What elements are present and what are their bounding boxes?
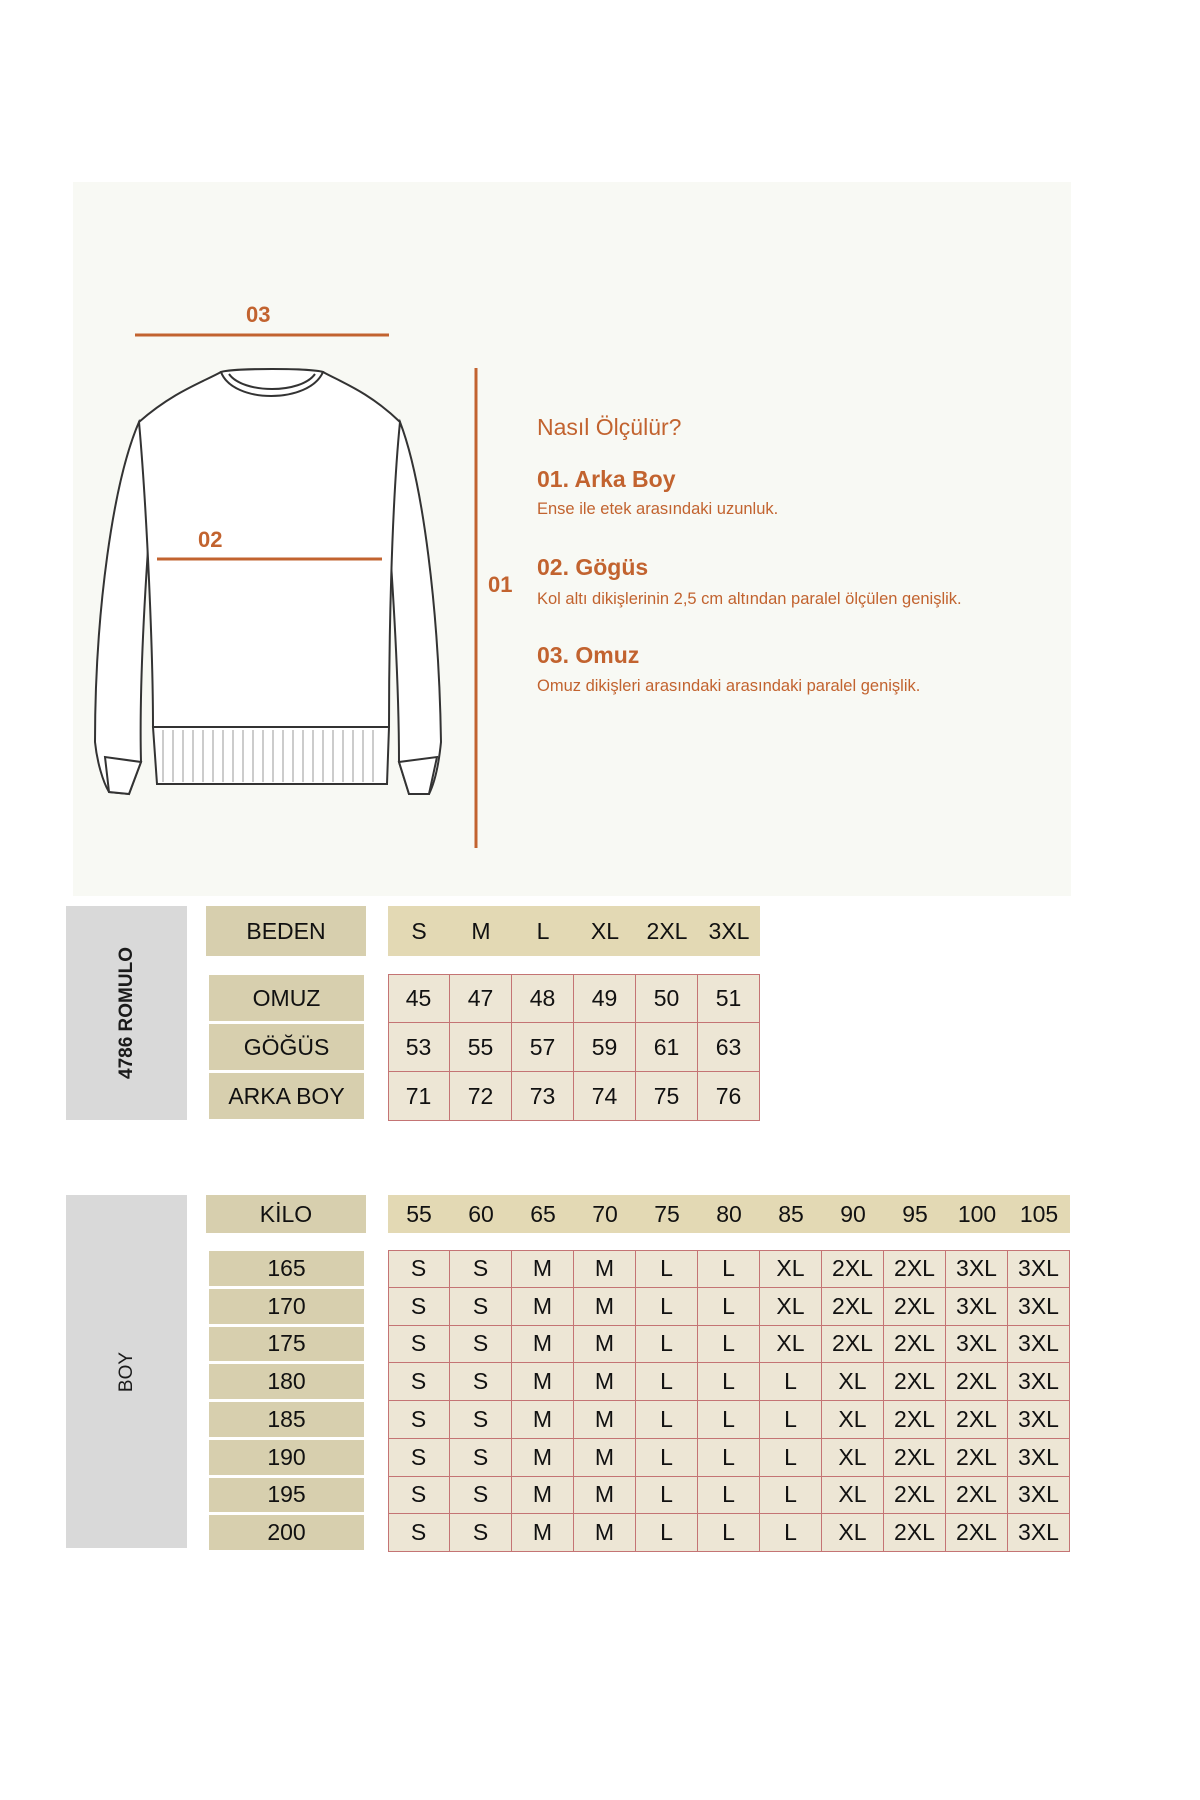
length-measure-label: 01 (488, 572, 513, 597)
size-header-cell: L (512, 906, 574, 956)
fit-cell: 2XL (884, 1439, 946, 1477)
fit-cell: 2XL (946, 1363, 1008, 1401)
fit-cell: 2XL (946, 1514, 1008, 1552)
height-side-box (66, 1195, 187, 1548)
size-cell: 76 (698, 1072, 760, 1121)
measure-desc-shoulder: Omuz dikişleri arasındaki arasındaki paralel genişlik. (537, 677, 921, 695)
size-cell: 57 (512, 1023, 574, 1072)
fit-cell: S (388, 1477, 450, 1515)
fit-cell: L (636, 1326, 698, 1364)
fit-cell: 3XL (1008, 1439, 1070, 1477)
size-cell: 61 (636, 1023, 698, 1072)
weight-header-cell: 80 (698, 1195, 760, 1233)
fit-cell: 2XL (884, 1250, 946, 1288)
weight-header-cell: 75 (636, 1195, 698, 1233)
size-cell: 48 (512, 974, 574, 1023)
shoulder-measure-label: 03 (246, 302, 271, 327)
fit-cell: S (450, 1250, 512, 1288)
weight-header-cell: 70 (574, 1195, 636, 1233)
fit-cell: S (450, 1477, 512, 1515)
size-header-cell: 3XL (698, 906, 760, 956)
size-cell: 75 (636, 1072, 698, 1121)
measurement-panel (73, 182, 1071, 896)
fit-cell: 3XL (1008, 1401, 1070, 1439)
fit-cell: XL (822, 1477, 884, 1515)
fit-cell: L (698, 1514, 760, 1552)
fit-cell: 2XL (946, 1401, 1008, 1439)
size-cell: 55 (450, 1023, 512, 1072)
fit-cell: S (388, 1363, 450, 1401)
fit-cell: 2XL (822, 1250, 884, 1288)
fit-cell: M (574, 1401, 636, 1439)
fit-cell: L (636, 1250, 698, 1288)
fit-cell: S (388, 1288, 450, 1326)
fit-cell: L (698, 1477, 760, 1515)
weight-header-cell: 65 (512, 1195, 574, 1233)
size-cell: 59 (574, 1023, 636, 1072)
fit-cell: L (636, 1514, 698, 1552)
fit-cell: S (450, 1363, 512, 1401)
size-cell: 47 (450, 974, 512, 1023)
fit-cell: S (388, 1439, 450, 1477)
fit-cell: 2XL (884, 1401, 946, 1439)
fit-cell: S (388, 1514, 450, 1552)
fit-cell: XL (822, 1363, 884, 1401)
fit-cell: XL (822, 1439, 884, 1477)
measure-desc-length: Ense ile etek arasındaki uzunluk. (537, 500, 779, 518)
size-header-cell: XL (574, 906, 636, 956)
fit-cell: L (698, 1250, 760, 1288)
fit-cell: M (574, 1363, 636, 1401)
fit-cell: M (574, 1439, 636, 1477)
height-side-label: BOY (115, 1351, 137, 1392)
product-code: 4786 ROMULO (115, 947, 137, 1079)
height-row-label: 195 (209, 1478, 364, 1513)
fit-cell: 2XL (884, 1363, 946, 1401)
fit-cell: 3XL (1008, 1326, 1070, 1364)
fit-cell: L (636, 1439, 698, 1477)
fit-cell: XL (822, 1514, 884, 1552)
weight-header-cell: 55 (388, 1195, 450, 1233)
fit-cell: M (512, 1401, 574, 1439)
height-row-label: 170 (209, 1289, 364, 1324)
size-header-cell: 2XL (636, 906, 698, 956)
fit-cell: 3XL (1008, 1288, 1070, 1326)
fit-cell: M (512, 1288, 574, 1326)
fit-cell: M (512, 1514, 574, 1552)
fit-cell: 2XL (884, 1477, 946, 1515)
fit-cell: 2XL (822, 1326, 884, 1364)
height-row-label: 180 (209, 1364, 364, 1399)
size-cell: 74 (574, 1072, 636, 1121)
fit-cell: M (574, 1477, 636, 1515)
size-cell: 53 (388, 1023, 450, 1072)
size-cell: 63 (698, 1023, 760, 1072)
height-row-label: 200 (209, 1515, 364, 1550)
size-cell: 51 (698, 974, 760, 1023)
measure-desc-chest: Kol altı dikişlerinin 2,5 cm altından paralel ölçülen genişlik. (537, 590, 962, 608)
size-row-label: GÖĞÜS (209, 1024, 364, 1070)
size-cell: 49 (574, 974, 636, 1023)
fit-cell: 3XL (1008, 1514, 1070, 1552)
fit-cell: L (636, 1363, 698, 1401)
fit-cell: 3XL (946, 1250, 1008, 1288)
fit-cell: S (450, 1288, 512, 1326)
fit-cell: XL (760, 1326, 822, 1364)
height-row-label: 185 (209, 1402, 364, 1437)
fit-cell: 3XL (1008, 1477, 1070, 1515)
fit-cell: 3XL (946, 1288, 1008, 1326)
fit-cell: L (760, 1439, 822, 1477)
fit-cell: 3XL (1008, 1363, 1070, 1401)
size-cell: 50 (636, 974, 698, 1023)
fit-cell: S (450, 1439, 512, 1477)
fit-cell: 3XL (946, 1326, 1008, 1364)
fit-cell: M (574, 1326, 636, 1364)
fit-cell: 2XL (946, 1477, 1008, 1515)
fit-cell: S (450, 1401, 512, 1439)
size-row-label: OMUZ (209, 975, 364, 1021)
fit-cell: L (698, 1288, 760, 1326)
fit-cell: S (388, 1326, 450, 1364)
fit-cell: XL (760, 1250, 822, 1288)
fit-cell: S (450, 1326, 512, 1364)
sweatshirt-outline (95, 369, 441, 794)
fit-cell: 2XL (946, 1439, 1008, 1477)
size-cell: 72 (450, 1072, 512, 1121)
height-row-label: 165 (209, 1251, 364, 1286)
fit-cell: L (698, 1401, 760, 1439)
weight-header-cell: 95 (884, 1195, 946, 1233)
fit-cell: 2XL (884, 1288, 946, 1326)
fit-cell: 2XL (822, 1288, 884, 1326)
fit-cell: L (760, 1514, 822, 1552)
fit-cell: M (512, 1326, 574, 1364)
fit-cell: L (636, 1477, 698, 1515)
fit-cell: M (574, 1514, 636, 1552)
weight-header-cell: 85 (760, 1195, 822, 1233)
fit-cell: L (636, 1288, 698, 1326)
fit-cell: M (574, 1250, 636, 1288)
fit-cell: M (574, 1288, 636, 1326)
fit-cell: XL (822, 1401, 884, 1439)
height-row-label: 175 (209, 1327, 364, 1362)
fit-cell: 3XL (1008, 1250, 1070, 1288)
fit-cell: L (760, 1477, 822, 1515)
fit-cell: S (388, 1250, 450, 1288)
fit-cell: M (512, 1250, 574, 1288)
measure-heading-length: 01. Arka Boy (537, 466, 676, 492)
product-code-box (66, 906, 187, 1120)
size-row-label: ARKA BOY (209, 1073, 364, 1119)
fit-cell: L (760, 1401, 822, 1439)
weight-header-cell: 60 (450, 1195, 512, 1233)
fit-cell: M (512, 1477, 574, 1515)
fit-cell: S (388, 1401, 450, 1439)
fit-cell: L (698, 1363, 760, 1401)
measure-heading-chest: 02. Gögüs (537, 554, 649, 580)
fit-cell: S (450, 1514, 512, 1552)
fit-cell: M (512, 1439, 574, 1477)
fit-cell: L (698, 1326, 760, 1364)
fit-cell: L (760, 1363, 822, 1401)
chest-measure-label: 02 (198, 527, 223, 552)
weight-header-cell: 90 (822, 1195, 884, 1233)
size-header-cell: S (388, 906, 450, 956)
size-header-label: BEDEN (206, 906, 366, 956)
weight-header-label: KİLO (206, 1195, 366, 1233)
weight-header-cell: 100 (946, 1195, 1008, 1233)
fit-cell: XL (760, 1288, 822, 1326)
size-cell: 71 (388, 1072, 450, 1121)
weight-header-cell: 105 (1008, 1195, 1070, 1233)
sweatshirt-diagram (73, 182, 1071, 896)
size-header-cell: M (450, 906, 512, 956)
fit-cell: 2XL (884, 1326, 946, 1364)
measure-heading-shoulder: 03. Omuz (537, 642, 640, 668)
fit-cell: M (512, 1363, 574, 1401)
fit-cell: L (698, 1439, 760, 1477)
size-cell: 73 (512, 1072, 574, 1121)
fit-cell: L (636, 1401, 698, 1439)
how-to-measure-title: Nasıl Ölçülür? (537, 414, 682, 440)
size-cell: 45 (388, 974, 450, 1023)
fit-cell: 2XL (884, 1514, 946, 1552)
height-row-label: 190 (209, 1440, 364, 1475)
